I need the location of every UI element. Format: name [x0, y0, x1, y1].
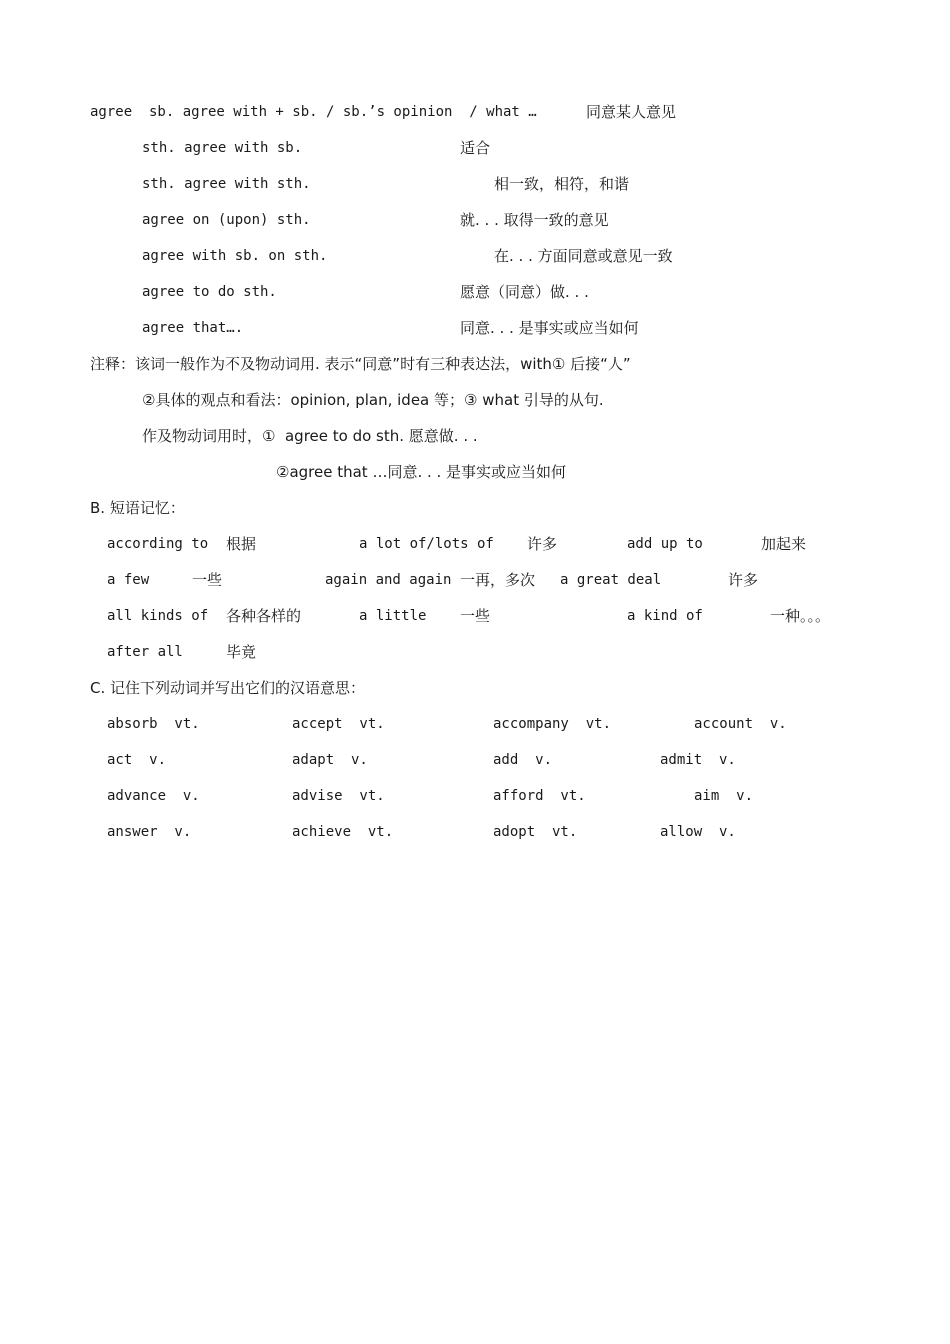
- agree-usage: sth. agree with sth.: [142, 176, 311, 192]
- agree-usage: agree with sb. on sth.: [142, 248, 328, 264]
- phrase-meaning: 根据: [226, 535, 257, 553]
- verb-item: advise vt.: [292, 788, 385, 804]
- phrase-meaning: 一些: [460, 607, 491, 625]
- verb-item: act v.: [107, 752, 167, 768]
- verb-item: accompany vt.: [493, 716, 612, 732]
- phrase: a few: [107, 572, 150, 588]
- agree-usage: agree that….: [142, 320, 244, 336]
- phrase-meaning: 加起来: [761, 535, 807, 553]
- verb-item: achieve vt.: [292, 824, 394, 840]
- verb-item: allow v.: [660, 824, 736, 840]
- phrase: according to: [107, 536, 209, 552]
- phrase: a little: [359, 608, 427, 624]
- agree-usage-meaning: 同意. . . 是事实或应当如何: [460, 319, 639, 337]
- phrase: a kind of: [627, 608, 703, 624]
- agree-usage: agree to do sth.: [142, 284, 277, 300]
- phrase: add up to: [627, 536, 703, 552]
- verb-item: advance v.: [107, 788, 200, 804]
- verb-item: adopt vt.: [493, 824, 578, 840]
- note-line: ②具体的观点和看法：opinion, plan, idea 等；③ what 引导的从句.: [142, 391, 604, 409]
- phrase: after all: [107, 644, 183, 660]
- agree-usage-meaning: 相一致，相符，和谐: [494, 175, 630, 193]
- section-b-title: B. 短语记忆：: [90, 499, 185, 517]
- verb-item: absorb vt.: [107, 716, 200, 732]
- verb-item: afford vt.: [493, 788, 586, 804]
- phrase-meaning: 一种。。。: [770, 607, 831, 625]
- note-line: 注释：该词一般作为不及物动词用. 表示“同意”时有三种表达法，with① 后接“人”: [90, 355, 631, 373]
- agree-heading: agree sb. agree with + sb. / sb.’s opinion / what …: [90, 104, 537, 120]
- phrase-meaning: 一些: [192, 571, 223, 589]
- agree-heading-meaning: 同意某人意见: [586, 103, 677, 121]
- phrase-meaning: 许多: [527, 535, 558, 553]
- section-c-title: C. 记住下列动词并写出它们的汉语意思：: [90, 679, 366, 697]
- phrase: again and again: [325, 572, 452, 588]
- agree-usage-meaning: 适合: [460, 139, 491, 157]
- phrase: a great deal: [560, 572, 662, 588]
- verb-item: aim v.: [694, 788, 754, 804]
- agree-usage: agree on (upon) sth.: [142, 212, 311, 228]
- phrase: all kinds of: [107, 608, 209, 624]
- phrase-meaning: 许多: [728, 571, 759, 589]
- verb-item: adapt v.: [292, 752, 368, 768]
- agree-usage-meaning: 就. . . 取得一致的意见: [460, 211, 609, 229]
- verb-item: accept vt.: [292, 716, 385, 732]
- verb-item: account v.: [694, 716, 787, 732]
- note-line: 作及物动词用时，① agree to do sth. 愿意做. . .: [142, 427, 478, 445]
- verb-item: answer v.: [107, 824, 192, 840]
- phrase: a lot of/lots of: [359, 536, 494, 552]
- agree-usage-meaning: 在. . . 方面同意或意见一致: [494, 247, 673, 265]
- agree-usage-meaning: 愿意（同意）做. . .: [460, 283, 589, 301]
- verb-item: add v.: [493, 752, 553, 768]
- phrase-meaning: 一再，多次: [460, 571, 536, 589]
- phrase-meaning: 毕竟: [226, 643, 257, 661]
- phrase-meaning: 各种各样的: [226, 607, 302, 625]
- verb-item: admit v.: [660, 752, 736, 768]
- agree-usage: sth. agree with sb.: [142, 140, 303, 156]
- note-line: ②agree that …同意. . . 是事实或应当如何: [276, 463, 567, 481]
